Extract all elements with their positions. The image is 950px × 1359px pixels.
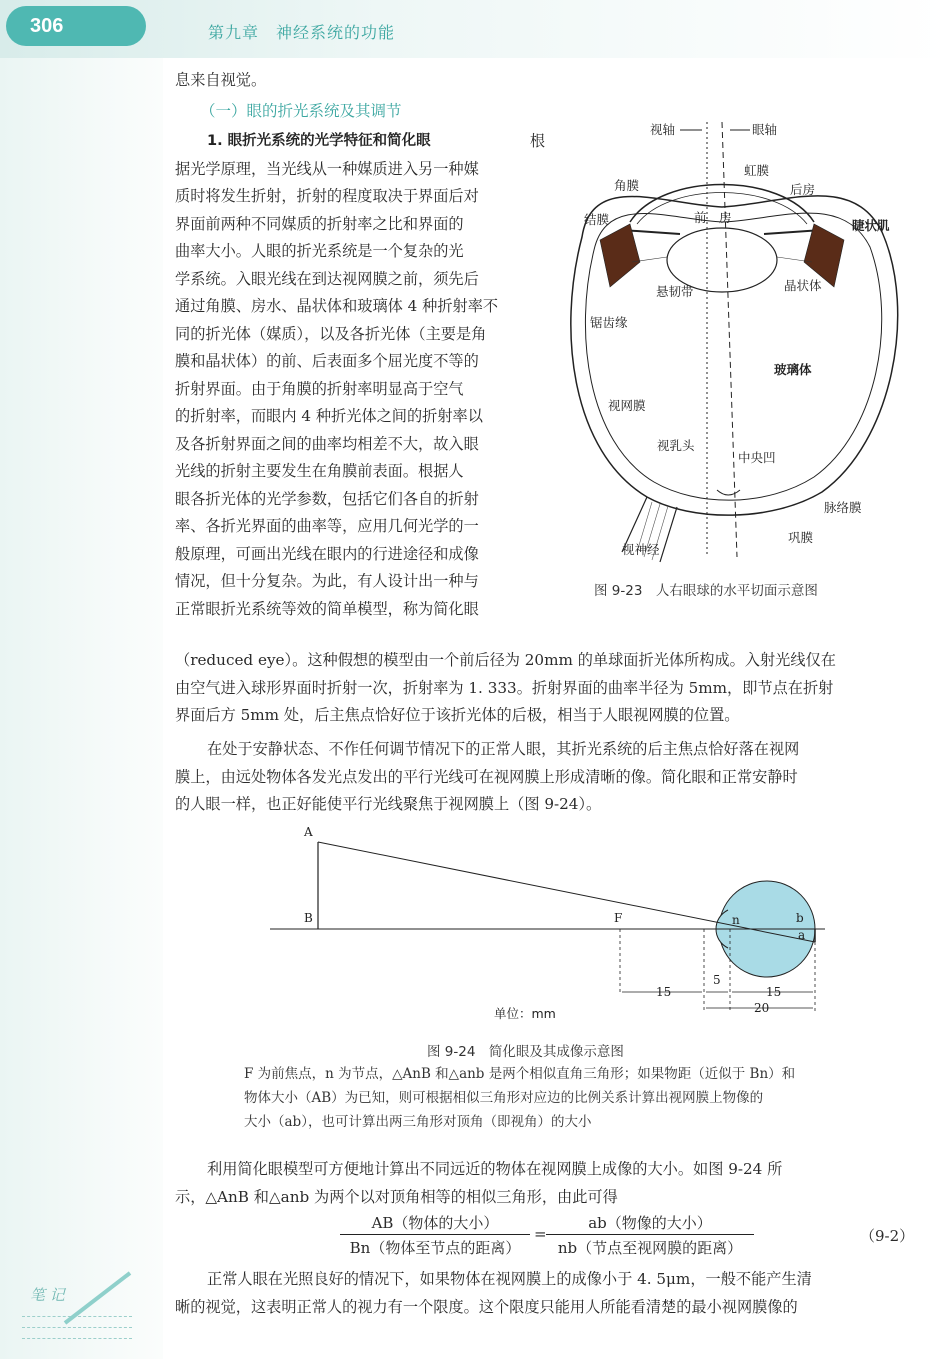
label-optic-disc: 视乳头 [657, 438, 695, 453]
text-line: 正常人眼在光照良好的情况下，如果物体在视网膜上的成像小于 4. 5μm，一般不能产生清 [207, 1270, 812, 1288]
label-cornea: 角膜 [614, 178, 640, 193]
text-line: 膜上，由远处物体各发光点发出的平行光线可在视网膜上形成清晰的像。简化眼和正常安静时 [175, 767, 798, 786]
label-zonule: 悬韧带 [656, 284, 694, 299]
label-a: a [798, 928, 806, 942]
text-line: 正常眼折光系统等效的简单模型，称为简化眼 [175, 599, 479, 618]
text-line: 示，△AnB 和△anb 为两个以对顶角相等的相似三角形，由此可得 [175, 1187, 618, 1206]
label-B: B [304, 911, 313, 925]
formula-9-2 [340, 1212, 920, 1262]
paragraph-visual-acuity [175, 1266, 917, 1321]
ciliary-body-left [600, 224, 640, 287]
formula-left-numerator: AB（物体的大小） [371, 1214, 499, 1232]
label-n: n [732, 913, 740, 927]
formula-number: （9-2） [860, 1227, 915, 1245]
text-line: 膜和晶状体）的前、后表面多个屈光度不等的 [175, 352, 479, 370]
pencil-icon [60, 1268, 140, 1328]
label-ciliary-muscle: 睫状肌 [852, 218, 890, 233]
subheading: 1. 眼折光系统的光学特征和简化眼 [207, 133, 431, 149]
label-visual-axis: 视轴 [650, 122, 676, 137]
text-line: 利用简化眼模型可方便地计算出不同远近的物体在视网膜上成像的大小。如图 9-24 所 [207, 1160, 783, 1178]
note-line: F 为前焦点，n 为节点，△AnB 和△anb 是两个相似直角三角形；如果物距（近似于 Bn）和 [244, 1066, 796, 1082]
text-line: 眼各折光体的光学参数，包括它们各自的折射 [175, 489, 479, 508]
text-line: 由空气进入球形界面时折射一次，折射率为 1. 333。折射界面的曲率半径为 5mm，即节点在折射 [175, 678, 834, 697]
label-anterior-chamber: 前 房 [694, 210, 732, 225]
figure-9-23-caption: 图 9-23 人右眼球的水平切面示意图 [594, 583, 818, 599]
label-optic-nerve: 视神经 [622, 542, 660, 557]
label-ora-serrata: 锯齿缘 [590, 315, 628, 330]
margin-sidebar [0, 58, 163, 1359]
label-retina: 视网膜 [608, 398, 646, 413]
eye-cross-section-figure [552, 112, 912, 572]
unit-label: 单位：mm [494, 1006, 556, 1021]
label-F: F [614, 911, 623, 925]
text-line: 的折射率，而眼内 4 种折光体之间的折射率以 [175, 407, 483, 425]
lens-shape [667, 228, 777, 292]
text-line: 光线的折射主要发生在角膜前表面。根据人 [175, 462, 464, 480]
label-choroid: 脉络膜 [824, 500, 862, 515]
figure-9-24-note [244, 1062, 864, 1134]
paragraph-calculation [175, 1156, 917, 1211]
text-line: 通过角膜、房水、晶状体和玻璃体 4 种折射率不 [175, 297, 499, 315]
text-line: 及各折射界面之间的曲率均相差不大，故入眼 [175, 434, 479, 453]
text-line: 的人眼一样，也正好能使平行光线聚焦于视网膜上（图 9-24）。 [175, 795, 602, 813]
text-line: 据光学原理，当光线从一种媒质进入另一种媒 [175, 159, 479, 178]
label-posterior-chamber: 后房 [790, 182, 816, 197]
label-vitreous: 玻璃体 [774, 362, 812, 377]
optic-axis-line [722, 122, 737, 557]
formula-right-numerator: ab（物像的大小） [588, 1214, 712, 1232]
text-line: 折射界面。由于角膜的折射率明显高于空气 [175, 379, 464, 398]
dim-15-right: 15 [766, 985, 782, 999]
text-line: 晰的视觉，这表明正常人的视力有一个限度。这个限度只能用人所能看清楚的最小视网膜像的 [175, 1297, 798, 1316]
label-iris: 虹膜 [744, 163, 770, 178]
figure-9-24-caption: 图 9-24 简化眼及其成像示意图 [427, 1044, 624, 1060]
label-A: A [304, 825, 313, 839]
note-line: 大小（ab），也可计算出两三角形对顶角（即视角）的大小 [244, 1114, 592, 1130]
paragraph-resting-eye [175, 736, 917, 819]
page-number: 306 [6, 6, 146, 46]
formula-right-denominator: nb（节点至视网膜的距离） [557, 1239, 743, 1257]
text-line: 息来自视觉。 [175, 71, 267, 89]
text-line: 曲率大小。人眼的折光系统是一个复杂的光 [175, 242, 464, 260]
note-line: 物体大小（AB）为已知，则可根据相似三角形对应边的比例关系计算出视网膜上物像的 [244, 1090, 764, 1106]
text-line: 率、各折光界面的曲率等，应用几何光学的一 [175, 517, 479, 535]
label-fovea: 中央凹 [738, 450, 776, 465]
label-conjunctiva: 结膜 [584, 212, 610, 227]
dim-5: 5 [713, 973, 721, 987]
text-line: （reduced eye）。这种假想的模型由一个前后径为 20mm 的单球面折光体所构成。入射光线仅在 [175, 651, 836, 669]
text-line: 般原理，可画出光线在眼内的行进途径和成像 [175, 544, 479, 563]
chapter-title: 第九章 神经系统的功能 [208, 23, 396, 42]
text-line: 同的折光体（媒质），以及各折光体（主要是角 [175, 324, 487, 343]
text-line: 在处于安静状态、不作任何调节情况下的正常人眼，其折光系统的后主焦点恰好落在视网 [207, 740, 800, 758]
label-lens: 晶状体 [784, 278, 822, 293]
text-line: 界面后方 5mm 处，后主焦点恰好位于该折光体的后极，相当于人眼视网膜的位置。 [175, 706, 740, 724]
section-heading: （一）眼的折光系统及其调节 [200, 102, 402, 120]
dim-20: 20 [754, 1001, 770, 1015]
label-sclera: 巩膜 [788, 530, 814, 545]
formula-equals: = [534, 1225, 547, 1243]
text-line: 界面前两种不同媒质的折射率之比和界面的 [175, 214, 464, 233]
formula-left-denominator: Bn（物体至节点的距离） [349, 1239, 521, 1257]
text-line: 质时将发生折射，折射的程度取决于界面后对 [175, 187, 479, 205]
text-line: 学系统。入眼光线在到达视网膜之前，须先后 [175, 269, 479, 288]
text-line: 根 [529, 132, 545, 150]
text-line: 情况，但十分复杂。为此，有人设计出一种与 [175, 572, 479, 590]
paragraph-left-column [175, 128, 545, 623]
dim-15-left: 15 [656, 985, 672, 999]
label-b: b [796, 911, 804, 925]
label-optic-axis: 眼轴 [752, 122, 778, 137]
reduced-eye-figure [260, 822, 840, 1022]
paragraph-reduced-eye [175, 647, 917, 730]
margin-notes-label: 笔 记 [30, 1286, 65, 1304]
